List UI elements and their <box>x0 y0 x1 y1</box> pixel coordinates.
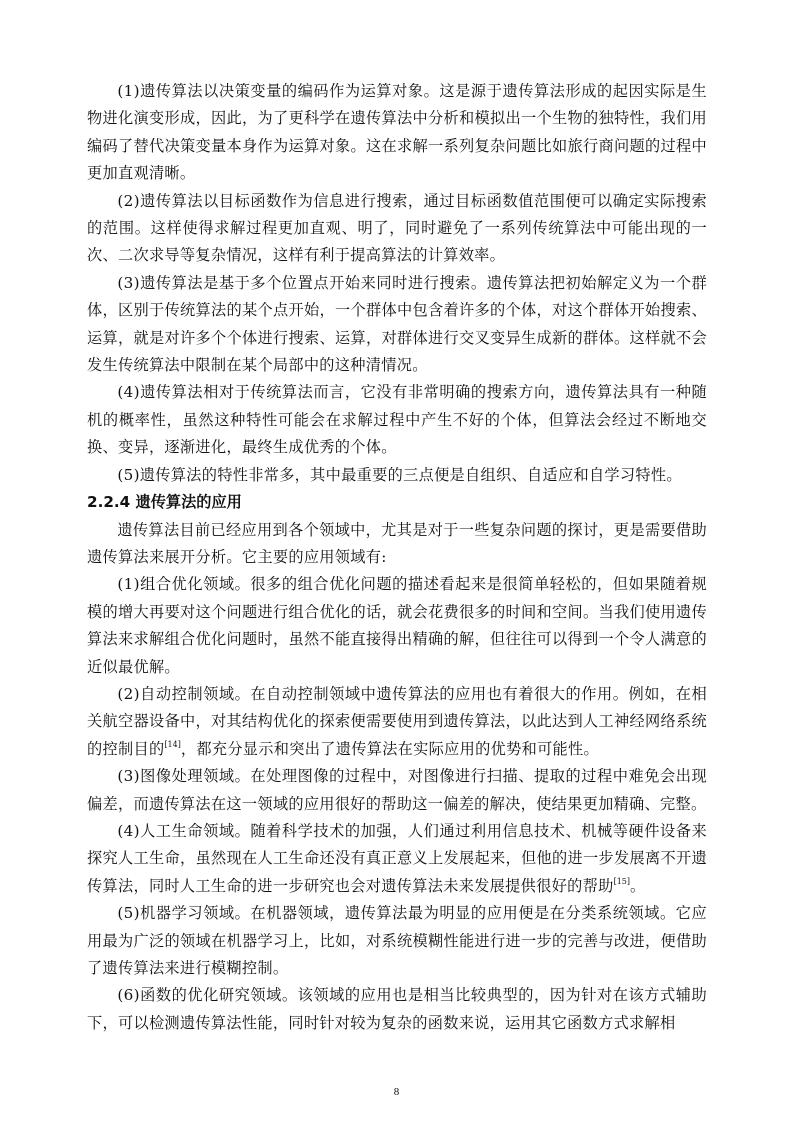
feature-paragraph-3: (3)遗传算法是基于多个位置点开始来同时进行搜索。遗传算法把初始解定义为一个群体，区别于传统算法的某个点开始，一个群体中包含着许多的个体，对这个群体开始搜索、运算，就是对许多个个体进行搜索、运算，对群体进行交叉变异生成新的群体。这样就不会发生传统算法中限制在某个局部中的这种清情况。 <box>87 273 707 375</box>
citation-14: [14] <box>164 739 181 749</box>
page-body <box>87 78 707 1037</box>
intro-paragraph: 遗传算法目前已经应用到各个领域中，尤其是对于一些复杂问题的探讨，更是需要借助遗传算法来展开分析。它主要的应用领域有: <box>87 520 707 566</box>
application-paragraph-5: (5)机器学习领域。在机器领域，遗传算法最为明显的应用便是在分类系统领域。它应用最为广泛的领域在机器学习上，比如，对系统模糊性能进行进一步的完善与改进，便借助了遗传算法来进行模糊控制。 <box>87 904 707 977</box>
application-paragraph-6: (6)函数的优化研究领域。该领域的应用也是相当比较典型的，因为针对在该方式辅助下，可以检测遗传算法性能，同时针对较为复杂的函数来说，运用其它函数方式求解相 <box>87 986 707 1032</box>
application-4-text: (4)人工生命领域。随着科学技术的加强，人们通过利用信息技术、机械等硬件设备来探究人工生命，虽然现在人工生命还没有真正意义上发展起来，但他的进一步发展离不开遗传算法，同时人工生命的进一步研究也会对遗传算法未来发展提供很好的帮助 <box>87 821 707 895</box>
application-paragraph-3: (3)图像处理领域。在处理图像的过程中，对图像进行扫描、提取的过程中难免会出现偏差，而遗传算法在这一领域的应用很好的帮助这一偏差的解决，使结果更加精确、完整。 <box>87 767 707 813</box>
application-2-text: (2)自动控制领域。在自动控制领域中遗传算法的应用也有着很大的作用。例如，在相关航空器设备中，对其结构优化的探索便需要使用到遗传算法，以此达到人工神经网络系统的控制目的 <box>87 684 707 758</box>
citation-15: [15] <box>613 876 630 886</box>
application-paragraph-4 <box>87 818 707 900</box>
application-paragraph-2 <box>87 681 707 763</box>
application-paragraph-1: (1)组合优化领域。很多的组合优化问题的描述看起来是很简单轻松的，但如果随着规模的增大再要对这个问题进行组合优化的话，就会花费很多的时间和空间。当我们使用遗传算法来求解组合优化问题时，虽然不能直接得出精确的解，但往往可以得到一个令人满意的近似最优解。 <box>87 575 707 676</box>
application-2-text-end: ，都充分显示和突出了遗传算法在实际应用的优势和可能性。 <box>180 739 600 758</box>
feature-paragraph-2: (2)遗传算法以目标函数作为信息进行搜索，通过目标函数值范围便可以确定实际搜索的范围。这样使得求解过程更加直观、明了，同时避免了一系列传统算法中可能出现的一次、二次求导等复杂情况，这样有利于提高算法的计算效率。 <box>87 191 707 265</box>
feature-paragraph-1: (1)遗传算法以决策变量的编码作为运算对象。这是源于遗传算法形成的起因实际是生物进化演变形成，因此，为了更科学在遗传算法中分析和模拟出一个生物的独特性，我们用编码了替代决策变量本身作为运算对象。这在求解一系列复杂问题比如旅行商问题的过程中更加直观清晰。 <box>87 82 707 183</box>
application-4-text-end: 。 <box>630 876 646 895</box>
feature-paragraph-4: (4)遗传算法相对于传统算法而言，它没有非常明确的搜索方向，遗传算法具有一种随机的概率性，虽然这种特性可能会在求解过程中产生不好的个体，但算法会经过不断地交换、变异，逐渐进化，最终生成优秀的个体。 <box>87 383 707 457</box>
page-number: 8 <box>393 1086 400 1098</box>
feature-paragraph-5: (5)遗传算法的特性非常多，其中最重要的三点便是自组织、自适应和自学习特性。 <box>117 465 682 484</box>
section-heading: 2.2.4 遗传算法的应用 <box>87 493 242 512</box>
